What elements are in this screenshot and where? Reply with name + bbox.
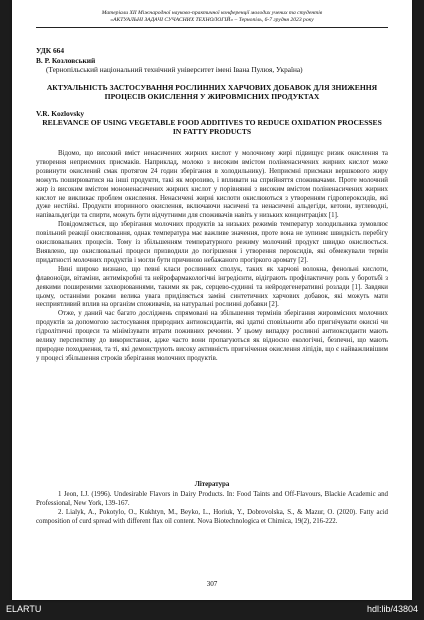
title-english: RELEVANCE OF USING VEGETABLE FOOD ADDITIVES TO REDUCE OXIDATION PROCESSES IN FATTY PRODUCTS [42,118,382,136]
references-heading: Література [194,481,230,488]
title-ukrainian: АКТУАЛЬНІСТЬ ЗАСТОСУВАННЯ РОСЛИННИХ ХАРЧОВИХ ДОБАВОК ДЛЯ ЗНИЖЕННЯ ПРОЦЕСІВ ОКИСЛЕННЯ У ЖИРОВМІСНИХ ПРОДУКТАХ [46,83,378,101]
header-rule [36,27,388,28]
running-header-line2: «АКТУАЛЬНІ ЗАДАЧІ СУЧАСНИХ ТЕХНОЛОГІЙ» – Тернопіль, 6-7 грудня 2023 року [110,17,314,23]
references-list [36,491,388,527]
paragraph-4: Отже, у даний час багато досліджень спрямовані на збільшення термінів зберігання жировмісних молочних продуктів за допомогою застосування природних антиоксидантів, які здатні сповільнити або пригнічувати окисні чи гідролітичні процеси та мінімізувати втрати поживних речовин. У цьому випадку рослинні антиоксиданти мають велику перспективу до використання, адже часто вони пропагуються як відносно екологічні, безпечні, що мають природне походження, та ті, які демонструють високу активність пригнічення окислення ліпідів, що є найважливішим у процесі збільшення строків зберігання молочних продуктів. [36,310,388,362]
affiliation: (Тернопільський національний технічний університет імені Івана Пулюя, Україна) [46,65,303,74]
article-body [36,150,388,364]
repository-label: ELARTU [6,604,42,614]
udk-code: УДК 664 [36,46,65,55]
paragraph-3: Нині широко визнано, що певні класи рослинних сполук, таких як харчові волокна, фенольні кислоти, флавоноїди, вітаміни, антимікробні та нейрофармакологічні інгредієнти, відіграють профілактичну роль у боротьбі з деякими поширеними захворюваннями, такими як рак, серцево-судинні та нейродегенеративні розлади [1]. Завдяки цьому, останніми роками велика увага приділяється заміні синтетичних харчових добавок, які можуть мати несприятливий вплив на організм споживачів, на натуральні рослинні добавки [2]. [36,265,388,309]
page-number: 307 [206,580,218,588]
handle-identifier: hdl:lib/43804 [366,604,418,614]
paragraph-2: Повідомляється, що зберігання молочних продуктів за низьких режимів температур холодильника зумовлює повільний реакції окислювання, однак температура має важливе значення, проте вона не зупиняє швидкість перебігу окислювальних процесів. Тому із збільшенням температурного режиму молочний продукт швидко окислюється. Виявлено, що окислювальні процеси призводили до погіршення і утворення пероксидів, які обмежували термін придатності молочних продуктів і могли бути причиною небажаного прогіркого аромату [2]. [36,221,388,264]
author-ukrainian: В. Р. Козловський [36,56,96,65]
document-page [12,0,412,600]
reference-1: 1 Jeon, I.J. (1996). Undesirable Flavors in Dairy Products. In: Food Taints and Off-Flavours, Blackie Academic and Professional, New York, 139-167. [36,491,388,507]
running-header-line1: Матеріали XII Міжнародної науково-практичної конференції молодих учених та студентів [101,10,323,16]
page-content [12,0,412,600]
author-english: V.R. Kozlovsky [36,109,85,118]
paragraph-1: Відомо, що високий вміст ненасичених жирних кислот у молочному жирі підвищує ризик окислення та утворення неприємних присмаків. Наприклад, молоко з високим вмістом поліненасичених жирних кислот може розвинути окислений смак протягом 24 годин зберігання в холодильнику). Неприємні присмаки вершкового жиру можуть поширюватися на інші продукти, такі як морозиво, і впливати на сприйняття споживачами. Проте молочний жир із високим вмістом мононенасичених жирних кислот у порівнянні з високим вмістом поліненасичених жирних кислот не викликає проблем окислення. Ненасичені жирні кислоти окислюються з утворенням гідропероксидів, які дуже нестійкі. Продукти вторинного окислення, включаючи насичені та ненасичені альдегіди, кетони, вуглеводні, напівальдегіди та спирти, можуть бути відчутними для споживачів навіть у низьких концентраціях [1]. [36,150,388,220]
reference-2: 2. Lialyk, A., Pokotylo, O., Kukhtyn, M., Beyko, L., Horiuk, Y., Dobrovolska, S., & Mazur, O. (2020). Fatty acid composition of curd spread with different flax oil content. Nova Biotechnologica et Chimica, 19(2), 216-222. [36,508,388,525]
